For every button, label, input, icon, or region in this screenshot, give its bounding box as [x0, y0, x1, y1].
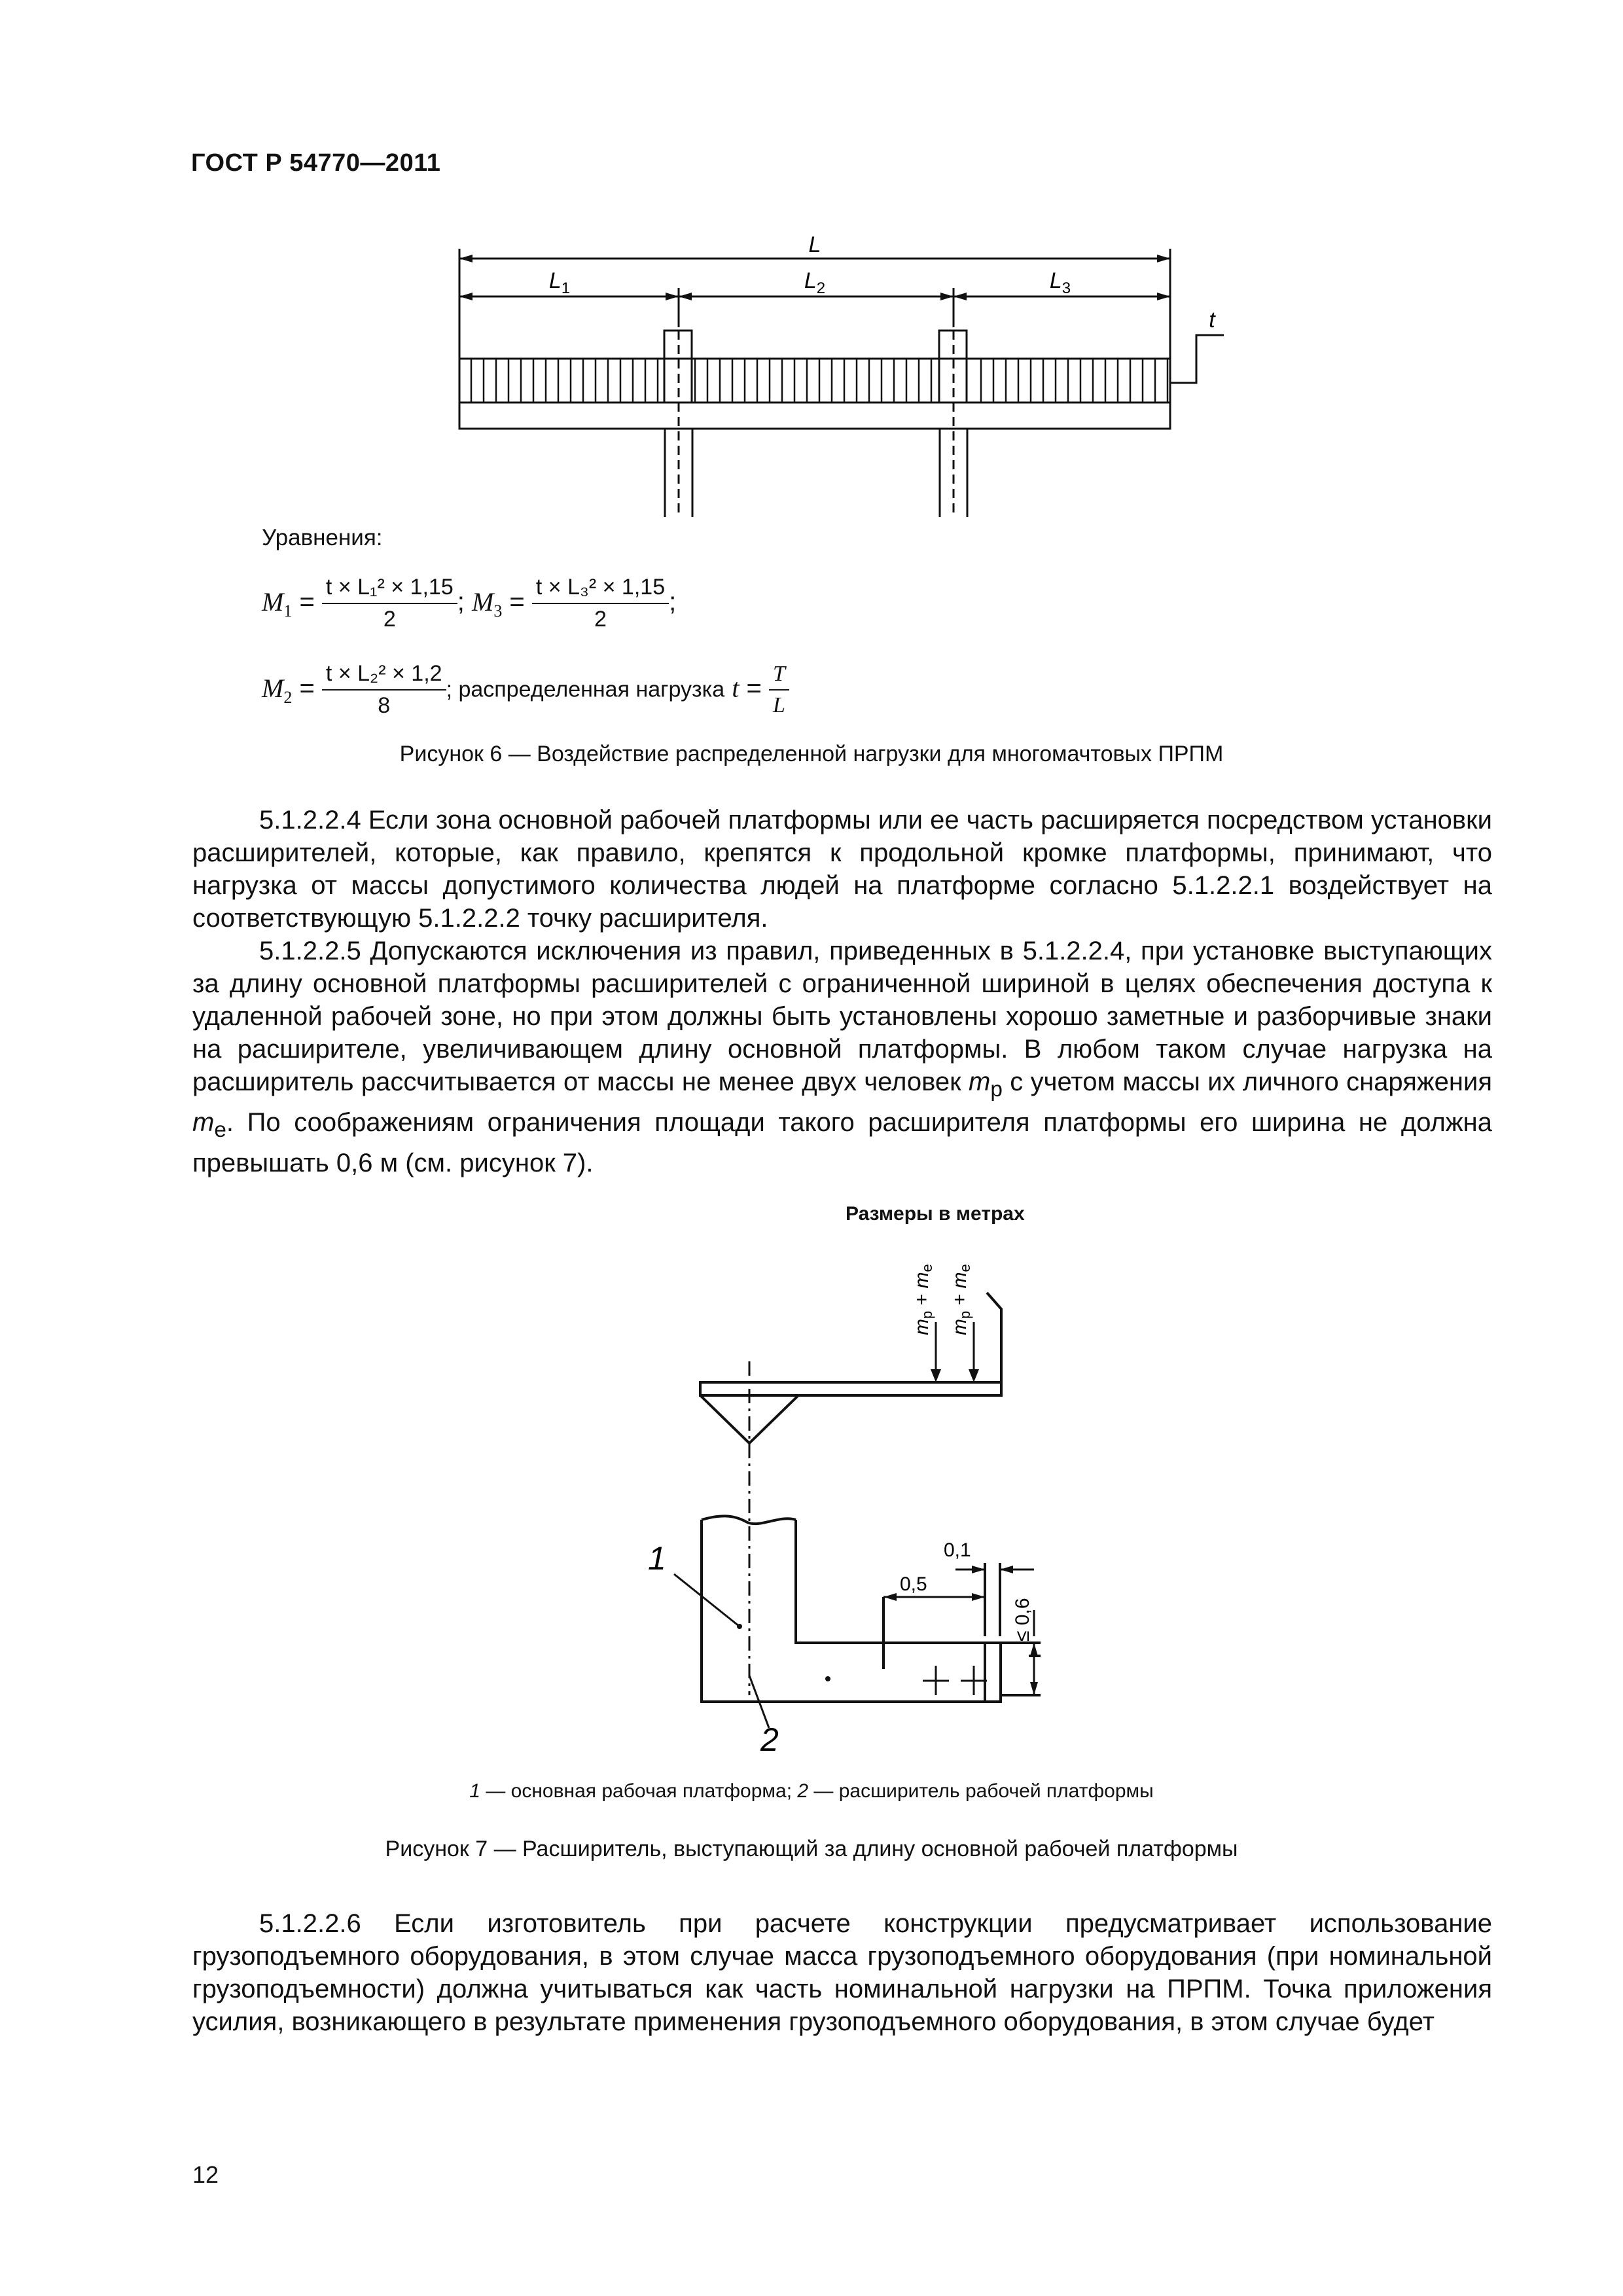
dim-L2: $L_2$ [804, 268, 826, 297]
dim-0-5: 0,5 [900, 1573, 927, 1595]
figure7-caption: Рисунок 7 — Расширитель, выступающий за длину основной рабочей платформы [385, 1837, 1238, 1861]
dim-L3: $L_3$ [1049, 268, 1071, 297]
paragraph-5-1-2-2-6: 5.1.2.2.6 Если изготовитель при расчете конструкции предусматривает использование грузоподъемного оборудования, в этом случае масса грузоподъемного оборудования (при номинальной грузоподъемности) должна учитываться как часть номинальной нагрузки на ПРПМ. Точка приложения усилия, возникающего в результате применения грузоподъемного оборудования, в этом случае будет [192, 1909, 1492, 2036]
dim-L: L [808, 232, 821, 257]
units-note: Размеры в метрах [846, 1203, 1025, 1225]
document-code: ГОСТ Р 54770—2011 [191, 149, 441, 177]
force-label-2: $m_p + m_e$ [949, 1264, 973, 1335]
force-label-1: $m_p + m_e$ [911, 1264, 935, 1335]
equation-row-1: $M_1$ = $\frac{\text{t × L₁² × 1,15}}{2}$ ; $M_3$ = $\frac{\text{t × L₃² × 1,15}}{2}$ ; [262, 575, 677, 632]
dim-0-6: ≤ 0,6 [1012, 1598, 1033, 1641]
dim-L1: $L_1$ [548, 268, 571, 297]
figure6-diagram [445, 229, 1243, 524]
callout-2: 2 [760, 1721, 779, 1758]
paragraph-5-1-2-2-5: 5.1.2.2.5 Допускаются исключения из правил, приведенных в 5.1.2.2.4, при установке выступающих за длину основной платформы расширителей с ограниченной шириной в целях обеспечения доступа к удаленной рабочей зоне, но при этом должны быть установлены хорошо заметные и разборчивые знаки на расширителе, увеличивающем длину основной платформы. В любом таком случае нагрузка на расширитель рассчитывается от массы не менее двух человек $m_p$ с учетом массы их личного снаряжения $m_e$. По соображениям ограничения площади такого расширителя платформы его ширина не должна превышать 0,6 м (см. рисунок 7). [192, 937, 1492, 1177]
dim-t: t [1209, 308, 1215, 332]
figure7-diagram [609, 1244, 1080, 1767]
equation-row-2: $M_2$ = $\frac{\text{t × L₂² × 1,2}}{8}$ ; распределенная нагрузка t = $\frac{T}{L}$ [262, 661, 789, 719]
equations-label: Уравнения: [262, 525, 383, 550]
figure6-caption: Рисунок 6 — Воздействие распределенной нагрузки для многомачтовых ПРПМ [399, 742, 1224, 766]
dim-0-1: 0,1 [944, 1539, 971, 1561]
paragraph-5-1-2-2-4: 5.1.2.2.4 Если зона основной рабочей платформы или ее часть расширяется посредством установки расширителей, которые, как правило, крепятся к продольной кромке платформы, принимают, что нагрузка от массы допустимого количества людей на платформе согласно 5.1.2.2.1 воздействует на соответствующую 5.1.2.2.2 точку расширителя. [192, 806, 1492, 933]
page-number: 12 [192, 2161, 219, 2188]
callout-1: 1 [648, 1540, 666, 1577]
figure7-legend: 1 — основная рабочая платформа; 2 — расширитель рабочей платформы [469, 1780, 1154, 1802]
